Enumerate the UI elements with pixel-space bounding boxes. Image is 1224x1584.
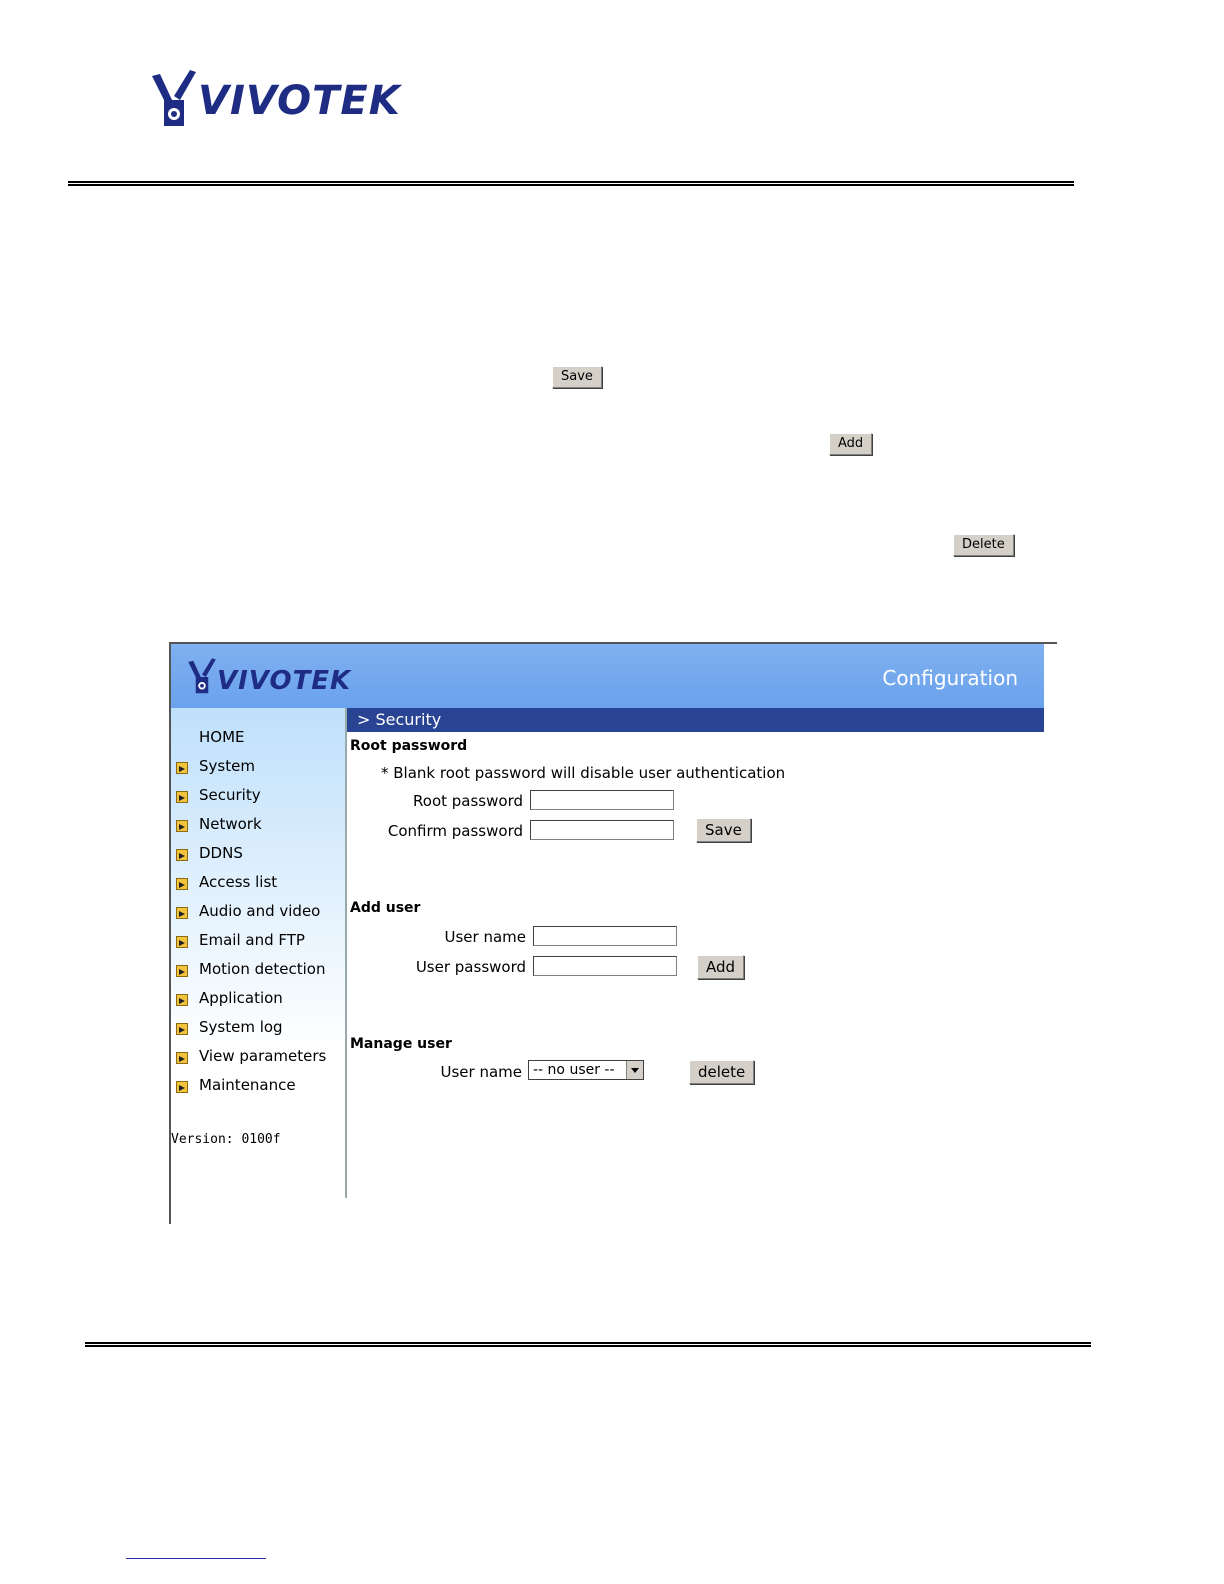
- sidebar-item-label: Access list: [199, 873, 278, 891]
- camera-logo-icon: [187, 658, 217, 696]
- sidebar-item-label: Audio and video: [199, 902, 321, 920]
- sidebar-item-access-list[interactable]: [171, 873, 341, 895]
- sidebar-item-label: View parameters: [199, 1047, 327, 1065]
- sidebar: [171, 708, 347, 1198]
- delete-user-button[interactable]: delete: [689, 1060, 754, 1084]
- sidebar-item-label: DDNS: [199, 844, 243, 862]
- user-password-input[interactable]: [533, 956, 677, 976]
- delete-button[interactable]: Delete: [953, 534, 1014, 556]
- root-password-label: Root password: [413, 792, 523, 810]
- confirm-password-input[interactable]: [530, 820, 674, 840]
- sidebar-item-label: System: [199, 757, 255, 775]
- sidebar-item-system-log[interactable]: [171, 1018, 341, 1040]
- arrow-right-icon: [176, 849, 188, 861]
- arrow-right-icon: [176, 1052, 188, 1064]
- sidebar-item-label: System log: [199, 1018, 283, 1036]
- main-panel: [347, 708, 1044, 1224]
- chevron-down-icon[interactable]: [626, 1061, 643, 1079]
- sidebar-item-label: Email and FTP: [199, 931, 305, 949]
- footer-link-underline: [126, 1558, 266, 1559]
- sidebar-item-maintenance[interactable]: [171, 1076, 341, 1098]
- user-select[interactable]: [528, 1060, 644, 1080]
- manage-user-name-label: User name: [440, 1063, 522, 1081]
- sidebar-item-label: Network: [199, 815, 262, 833]
- add-user-heading: Add user: [350, 900, 421, 916]
- sidebar-item-home[interactable]: [171, 728, 341, 750]
- arrow-right-icon: [176, 1023, 188, 1035]
- arrow-right-icon: [176, 878, 188, 890]
- confirm-password-label: Confirm password: [387, 822, 523, 840]
- sidebar-item-label: HOME: [199, 728, 245, 746]
- arrow-right-icon: [176, 936, 188, 948]
- sidebar-item-system[interactable]: [171, 757, 341, 779]
- sidebar-item-label: Motion detection: [199, 960, 326, 978]
- arrow-right-icon: [176, 791, 188, 803]
- user-password-label: User password: [415, 958, 526, 976]
- add-button[interactable]: Add: [829, 433, 872, 455]
- arrow-right-icon: [176, 1081, 188, 1093]
- header-divider: [68, 181, 1074, 186]
- user-name-label: User name: [444, 928, 526, 946]
- arrow-right-icon: [176, 994, 188, 1006]
- vivotek-logo: [150, 70, 400, 134]
- logo-wordmark: VIVOTEK: [217, 666, 352, 696]
- user-name-input[interactable]: [533, 926, 677, 946]
- security-config-screenshot: [169, 642, 1057, 1224]
- root-password-heading: Root password: [350, 738, 468, 754]
- sidebar-item-label: Maintenance: [199, 1076, 296, 1094]
- config-logo: [187, 658, 352, 700]
- logo-wordmark: VIVOTEK: [198, 78, 401, 124]
- arrow-right-icon: [176, 965, 188, 977]
- sidebar-item-view-parameters[interactable]: [171, 1047, 341, 1069]
- sidebar-item-ddns[interactable]: [171, 844, 341, 866]
- sidebar-item-label: Security: [199, 786, 261, 804]
- manage-user-heading: Manage user: [350, 1036, 452, 1052]
- sidebar-item-audio-video[interactable]: [171, 902, 341, 924]
- sidebar-item-motion-detection[interactable]: [171, 960, 341, 982]
- sidebar-item-application[interactable]: [171, 989, 341, 1011]
- camera-logo-icon: [150, 70, 198, 130]
- add-user-button[interactable]: Add: [697, 955, 744, 979]
- footer-divider: [85, 1342, 1091, 1347]
- version-label: Version: 0100f: [171, 1132, 281, 1147]
- user-select-value: -- no user --: [533, 1062, 615, 1078]
- blank-password-note: * Blank root password will disable user authentication: [381, 764, 786, 782]
- sidebar-item-network[interactable]: [171, 815, 341, 837]
- sidebar-item-security[interactable]: [171, 786, 341, 808]
- sidebar-item-email-ftp[interactable]: [171, 931, 341, 953]
- arrow-right-icon: [176, 762, 188, 774]
- save-button[interactable]: Save: [552, 366, 602, 388]
- root-password-input[interactable]: [530, 790, 674, 810]
- section-title: > Security: [347, 708, 1044, 732]
- header-title: Configuration: [882, 666, 1018, 690]
- config-header: [171, 644, 1044, 708]
- arrow-right-icon: [176, 820, 188, 832]
- arrow-right-icon: [176, 907, 188, 919]
- save-root-password-button[interactable]: Save: [696, 818, 751, 842]
- sidebar-item-label: Application: [199, 989, 283, 1007]
